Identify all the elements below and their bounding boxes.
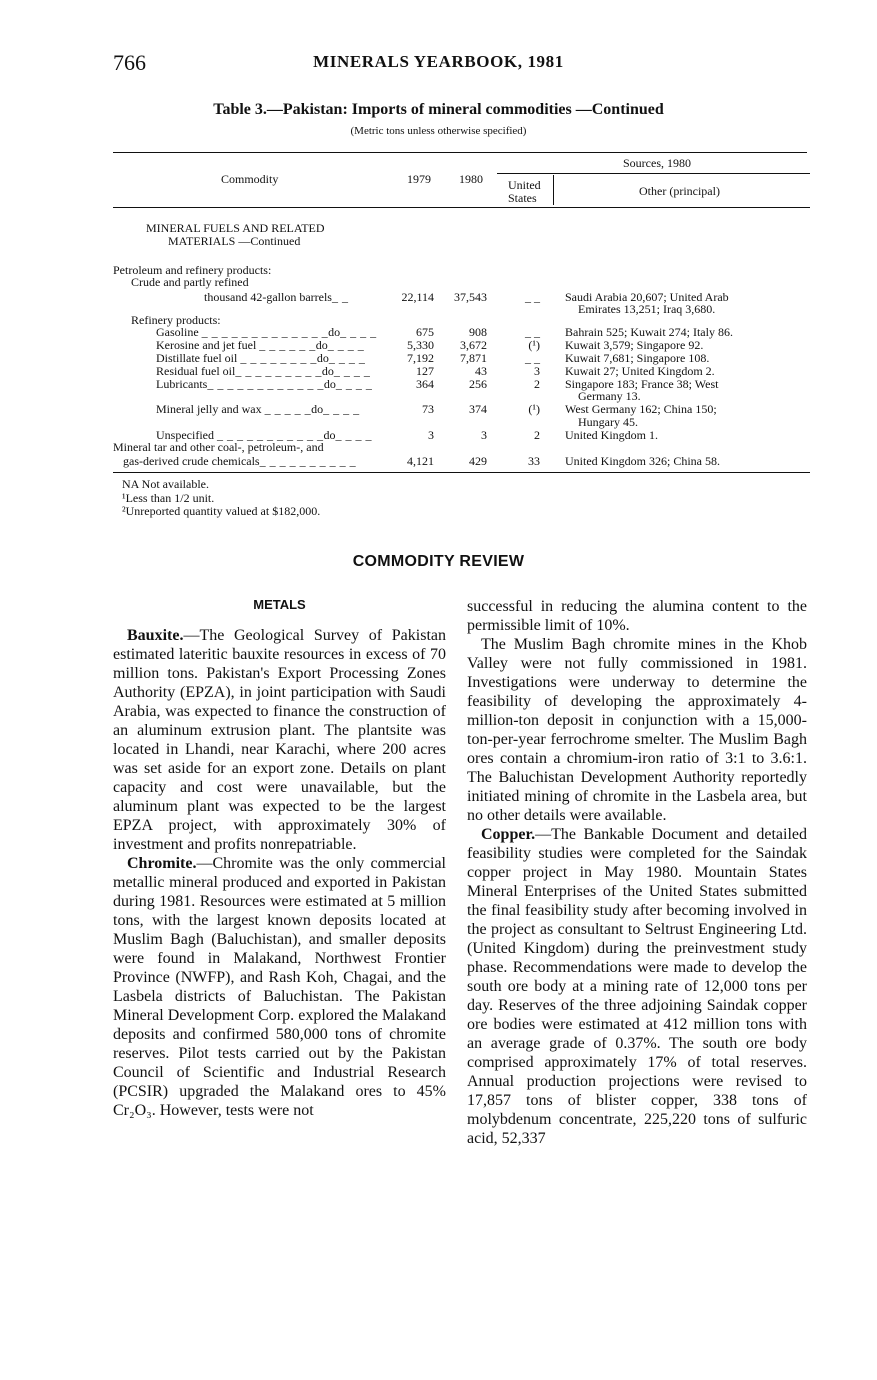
refinery-label-row bbox=[0, 314, 877, 326]
row-label: Unspecified bbox=[156, 428, 214, 442]
section-line2: MATERIALS —Continued bbox=[168, 234, 301, 248]
value-1979: 4,121 bbox=[407, 454, 434, 468]
value-other: Singapore 183; France 38; West bbox=[565, 377, 719, 391]
value-other: Saudi Arabia 20,607; United Arab bbox=[565, 290, 729, 304]
table-top-rule bbox=[113, 152, 807, 153]
row-label-cont: gas-derived crude chemicals bbox=[123, 454, 260, 468]
value-1979: 22,114 bbox=[401, 290, 434, 304]
leader-dots: _ _ bbox=[331, 290, 349, 304]
bauxite-lead: Bauxite. bbox=[127, 627, 184, 644]
section-label-cont bbox=[0, 235, 877, 247]
bauxite-paragraph: Bauxite.—The Geological Survey of Pakistan estimated lateritic bauxite resources in excess of 70 million tons. Pakistan's Export Processing Zones Authority (EPZA), in joint participation with Saudi Arabia, was expected to finance the construction of an aluminum extrusion plant. The plantsite was located in Lhandi, near Karachi, where 200 acres was set aside for an export zone. Details on plant capacity and cost were unavailable, but the aluminum plant was expected to be the largest EPZA project, with approximately 30% of investment and profits nonrepatriable. bbox=[113, 627, 446, 853]
sources-rule bbox=[497, 173, 810, 174]
value-us: _ _ bbox=[525, 325, 540, 339]
value-1980: 256 bbox=[469, 377, 487, 391]
header-sources: Sources, 1980 bbox=[623, 156, 691, 170]
table-bottom-rule bbox=[113, 472, 810, 473]
row-label: Residual fuel oil bbox=[156, 364, 236, 378]
value-1980: 908 bbox=[469, 325, 487, 339]
value-other: United Kingdom 1. bbox=[565, 428, 658, 442]
note: ²Unreported quantity valued at $182,000. bbox=[122, 504, 321, 518]
value-us: 3 bbox=[534, 364, 540, 378]
refinery-label: Refinery products: bbox=[131, 313, 221, 327]
note: NA Not available. bbox=[122, 477, 209, 491]
value-1980: 3 bbox=[481, 428, 487, 442]
table-row-cont bbox=[0, 416, 877, 428]
value-us: _ _ bbox=[525, 290, 540, 304]
subsection-heading: METALS bbox=[253, 597, 306, 612]
table-row: Gasoline _ _ _ _ _ _ _ _ _ _ _ _ _do_ _ _ _ 675 908 _ _ Bahrain 525; Kuwait 274; Italy 86. bbox=[156, 325, 733, 339]
table-row: Kerosine and jet fuel _ _ _ _ _ _do_ _ _ _ 5,330 3,672 (¹) Kuwait 3,579; Singapore 92. bbox=[156, 338, 704, 352]
table-row bbox=[0, 291, 877, 303]
value-1979: 127 bbox=[416, 364, 434, 378]
value-us: 33 bbox=[528, 454, 540, 468]
copper-paragraph: Copper.—The Bankable Document and detailed feasibility studies were completed for the Saindak copper project in May 1980. Mountain States Mineral Enterprises of the United States submitted the final feasibility study after becoming involved in the project as consultant to Seltrust Engineering Ltd. (United Kingdom) during the preinvestment study phase. Recommendations were made to develop the south ore body at a mining rate of 12,000 tons per day. Reserves of the three adjoining Saindak copper ore bodies were estimated at 412 million tons with an average grade of 0.37%. The south ore body comprised approximately 17% of total reserves. Annual production projections were revised to 17,857 tons of blister copper, 338 tons of molybdenum concentrate, 225,220 tons of sulfuric acid, 52,337 bbox=[467, 826, 807, 1147]
table-row-label bbox=[0, 441, 877, 453]
header-bottom-rule bbox=[113, 207, 810, 208]
table-subtitle: (Metric tons unless otherwise specified) bbox=[350, 125, 527, 137]
value-1980: 37,543 bbox=[454, 290, 487, 304]
muslim-bagh-paragraph: The Muslim Bagh chromite mines in the Khob Valley were not fully commissioned in 1981. Investigations were underway to determine the feasibility of developing the approximately 4-million-ton deposit in conjunction with a 15,000-ton-per-year ferrochrome smelter. The Muslim Bagh ores contain a chromium-iron ratio of 3:1 to 3.6:1. The Baluchistan Development Authority reportedly initiated mining of chromite in the Lasbela area, but no other details were available. bbox=[467, 636, 807, 824]
value-1980: 374 bbox=[469, 402, 487, 416]
value-1980: 3,672 bbox=[460, 338, 487, 352]
chromite-paragraph: Chromite.—Chromite was the only commercial metallic mineral produced and exported in Pakistan during 1981. Resources were estimated at 5 million tons, with the largest known deposits located at Muslim Bagh (Baluchistan), and smaller deposits were found in Malakand, Northwest Frontier Province (NWFP), and Rash Koh, Chagai, and the Lasbela districts of Baluchistan. The Pakistan Mineral Development Corp. explored the Malakand deposits and confirmed 580,000 tons of chromite reserves. Pilot tests carried out by the Pakistan Council of Scientific and Industrial Research (PCSIR) upgraded the Malakand ores to 45% Cr₂O₃. However, tests were not bbox=[113, 855, 446, 1119]
row-label: Lubricants bbox=[156, 377, 208, 391]
value-1979: 364 bbox=[416, 377, 434, 391]
header-commodity: Commodity bbox=[221, 172, 279, 186]
row-label: Mineral tar and other coal-, petroleum-, and bbox=[113, 440, 324, 454]
table-notes bbox=[122, 478, 320, 519]
chromite-continuation: successful in reducing the alumina content to the permissible limit of 10%. bbox=[467, 598, 807, 634]
crude-label: Crude and partly refined bbox=[131, 275, 249, 289]
header-1980: 1980 bbox=[459, 172, 483, 186]
table-row: gas-derived crude chemicals_ _ _ _ _ _ _ _ _ _ 4,121 429 33 United Kingdom 326; China 58. bbox=[123, 454, 720, 468]
value-1980: 429 bbox=[469, 454, 487, 468]
section-heading: COMMODITY REVIEW bbox=[352, 553, 525, 570]
row-label: Kerosine and jet fuel bbox=[156, 338, 257, 352]
value-1980: 43 bbox=[475, 364, 487, 378]
value-1979: 675 bbox=[416, 325, 434, 339]
value-us: 2 bbox=[534, 377, 540, 391]
value-other: Bahrain 525; Kuwait 274; Italy 86. bbox=[565, 325, 733, 339]
value-us: (¹) bbox=[528, 402, 540, 416]
row-label: Gasoline bbox=[156, 325, 199, 339]
value-other: West Germany 162; China 150; bbox=[565, 402, 717, 416]
left-column bbox=[113, 626, 446, 1120]
right-column bbox=[467, 597, 807, 1148]
table-row-cont bbox=[0, 390, 877, 402]
value-1979: 5,330 bbox=[407, 338, 434, 352]
section-line1: MINERAL FUELS AND RELATED bbox=[146, 221, 325, 235]
value-other: United Kingdom 326; China 58. bbox=[565, 454, 720, 468]
value-1979: 7,192 bbox=[407, 351, 434, 365]
copper-lead: Copper. bbox=[481, 826, 536, 843]
value-other-cont: Hungary 45. bbox=[578, 415, 638, 429]
note: ¹Less than 1/2 unit. bbox=[122, 490, 215, 505]
crude-label-row bbox=[0, 276, 877, 288]
chromite-lead: Chromite. bbox=[127, 855, 197, 872]
row-label: thousand 42-gallon barrels bbox=[204, 290, 332, 304]
table-title: Table 3.—Pakistan: Imports of mineral commodities —Continued bbox=[213, 101, 664, 118]
row-label: Distillate fuel oil bbox=[156, 351, 238, 365]
petroleum-label: Petroleum and refinery products: bbox=[113, 263, 272, 277]
row-label: Mineral jelly and wax bbox=[156, 402, 262, 416]
us-column-divider bbox=[553, 175, 554, 205]
table-row: Distillate fuel oil _ _ _ _ _ _ _ _do_ _ _ _ 7,192 7,871 _ _ Kuwait 7,681; Singapore 108. bbox=[156, 351, 710, 365]
value-us: (¹) bbox=[528, 338, 540, 352]
table-row: Unspecified _ _ _ _ _ _ _ _ _ _ _do_ _ _ _ 3 3 2 United Kingdom 1. bbox=[156, 428, 658, 442]
value-other-cont: Germany 13. bbox=[578, 389, 641, 403]
value-other-cont: Emirates 13,251; Iraq 3,680. bbox=[578, 302, 716, 316]
header-us-line2: States bbox=[508, 191, 537, 205]
section-label bbox=[0, 222, 877, 234]
header-us-line1: United bbox=[508, 178, 541, 192]
value-1980: 7,871 bbox=[460, 351, 487, 365]
value-other: Kuwait 3,579; Singapore 92. bbox=[565, 338, 704, 352]
table-row: Residual fuel oil_ _ _ _ _ _ _ _ _do_ _ _ _ 127 43 3 Kuwait 27; United Kingdom 2. bbox=[156, 364, 715, 378]
value-1979: 73 bbox=[422, 402, 434, 416]
value-us: 2 bbox=[534, 428, 540, 442]
running-head: MINERALS YEARBOOK, 1981 bbox=[313, 52, 564, 71]
value-us: _ _ bbox=[525, 351, 540, 365]
value-other: Kuwait 27; United Kingdom 2. bbox=[565, 364, 715, 378]
value-other: Kuwait 7,681; Singapore 108. bbox=[565, 351, 710, 365]
table-row: Lubricants_ _ _ _ _ _ _ _ _ _ _ _do_ _ _ _ 364 256 2 Singapore 183; France 38; West bbox=[156, 377, 719, 391]
table-row: Mineral jelly and wax _ _ _ _ _do_ _ _ _ 73 374 (¹) West Germany 162; China 150; bbox=[156, 402, 717, 416]
page-number: 766 bbox=[113, 50, 146, 75]
header-other: Other (principal) bbox=[639, 184, 720, 198]
header-1979: 1979 bbox=[407, 172, 431, 186]
value-1979: 3 bbox=[428, 428, 434, 442]
